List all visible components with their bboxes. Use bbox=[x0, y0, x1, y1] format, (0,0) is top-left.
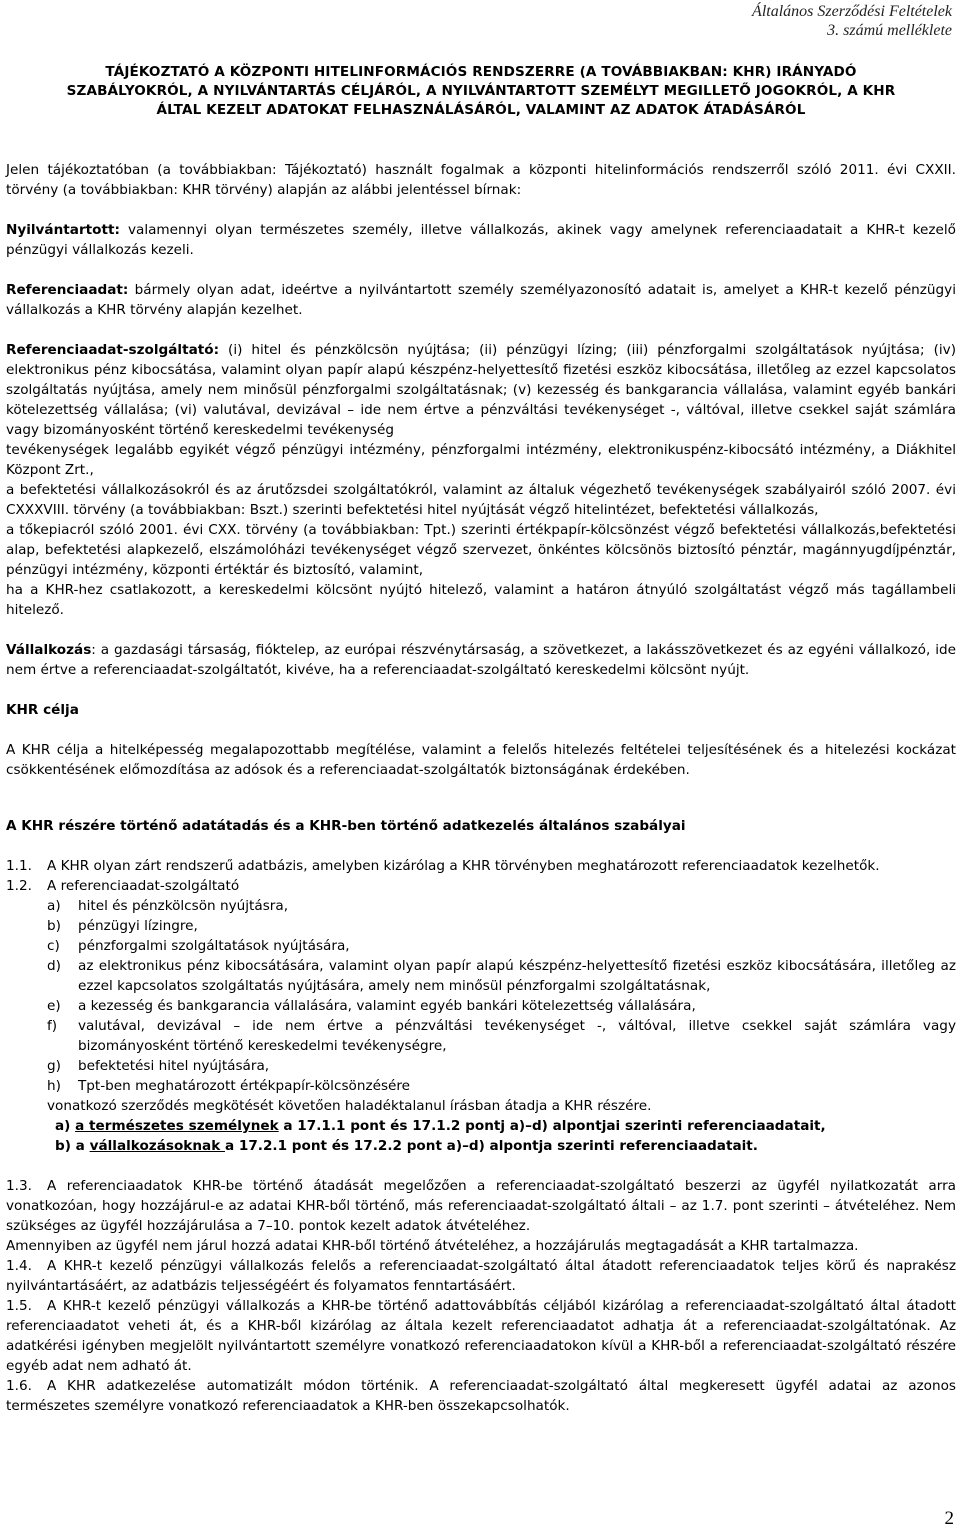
title-line-1: TÁJÉKOZTATÓ A KÖZPONTI HITELINFORMÁCIÓS RENDSZERRE (A TOVÁBBIAKBAN: KHR) IRÁNYADÓ bbox=[105, 64, 857, 80]
definition-nyilvantartott bbox=[6, 220, 956, 260]
clause-number: 1.6. bbox=[6, 1378, 32, 1394]
definition-szolgaltato bbox=[6, 340, 956, 620]
document-body bbox=[6, 160, 956, 1416]
list-item: c) pénzforgalmi szolgáltatások nyújtására, bbox=[47, 938, 350, 954]
clause-1-5 bbox=[6, 1296, 956, 1376]
clause-text: A KHR olyan zárt rendszerű adatbázis, amelyben kizárólag a KHR törvényben meghatározott referenciaadatok kezelhetők. bbox=[47, 858, 880, 874]
clause-1-2-b: b) a vállalkozásoknak a 17.2.1 pont és 17.2.2 pont a)–d) alpontja szerinti referenciaadatait. bbox=[55, 1138, 758, 1154]
definition-text: ha a KHR-hez csatlakozott, a kereskedelmi kölcsönt nyújtó hitelező, valamint a határon átnyúló szolgáltatást végző más tagállambeli hitelező. bbox=[6, 582, 956, 618]
definition-text: a befektetési vállalkozásokról és az árutőzsdei szolgáltatókról, valamint az általuk végezhető tevékenységek szabályairól szóló 2007. évi CXXXVIII. törvény (a továbbiakban: Bszt.) szerinti befektetési hitel nyújtását végző hitelintézet, befektetési vállalkozás, bbox=[6, 482, 956, 518]
header-line-1: Általános Szerződési Feltételek bbox=[752, 3, 952, 20]
intro-paragraph: Jelen tájékoztatóban (a továbbiakban: Tájékoztató) használt fogalmak a központi hitelinformációs rendszerről szóló 2011. évi CXXII. törvény (a továbbiakban: KHR törvény) alapján az alábbi jelentéssel bírnak: bbox=[6, 162, 956, 198]
list-item: a) hitel és pénzkölcsön nyújtásra, bbox=[47, 898, 289, 914]
definition-vallalkozas bbox=[6, 640, 956, 680]
term: Referenciaadat: bbox=[6, 282, 129, 298]
clause-number: 1.5. bbox=[6, 1298, 32, 1314]
khr-cel-heading: KHR célja bbox=[6, 702, 79, 718]
list-item: g) befektetési hitel nyújtására, bbox=[47, 1058, 270, 1074]
clause-1-6 bbox=[6, 1376, 956, 1416]
definition-text: bármely olyan adat, ideértve a nyilvántartott személy személyazonosító adatait is, amelyet a KHR-t kezelő pénzügyi vállalkozás a KHR törvény alapján kezelhet. bbox=[6, 282, 956, 318]
clause-text: A KHR-t kezelő pénzügyi vállalkozás a KHR-be történő adattovábbítás céljából kizárólag a referenciaadat-szolgáltató által átadott referenciaadatot veheti át, és a KHR-ből kizárólag az általa kezelt referenciaadatot adhatja át a referenciaadat-szolgáltatónak. Az adatkérési igényben megjelölt nyilvántartott személyre vonatkozó referenciaadatokon kívül a KHR-ből a referenciaadat-szolgáltató részére egyéb adat nem adható át. bbox=[6, 1298, 956, 1374]
definition-text: tevékenységek legalább egyikét végző pénzügyi intézmény, pénzforgalmi intézmény, elektronikuspénz-kibocsátó intézmény, a Diákhitel Központ Zrt., bbox=[6, 442, 956, 478]
clause-1-2-a: a) a természetes személynek a 17.1.1 pont és 17.1.2 pontj a)–d) alpontjai szerinti referenciaadatait, bbox=[55, 1118, 826, 1134]
definition-referenciaadat bbox=[6, 280, 956, 320]
khr-cel-text: A KHR célja a hitelképesség megalapozottabb megítélése, valamint a felelős hitelezés feltételei teljesítésének és a hitelezési kockázat csökkentésének előmozdítása az adósok és a referenciaadat-szolgáltatók biztonságának érdekében. bbox=[6, 742, 956, 778]
section-heading: A KHR részére történő adatátadás és a KHR-ben történő adatkezelés általános szabályai bbox=[6, 818, 686, 834]
list-item: b) pénzügyi lízingre, bbox=[47, 918, 198, 934]
page-number: 2 bbox=[944, 1508, 954, 1529]
clause-1-3-note: Amennyiben az ügyfél nem járul hozzá adatai KHR-ből történő átvételéhez, a hozzájárulás megtagadását a KHR tartalmazza. bbox=[6, 1238, 859, 1254]
clause-number: 1.4. bbox=[6, 1258, 32, 1274]
clause-1-1 bbox=[6, 856, 956, 876]
clause-1-3 bbox=[6, 1176, 956, 1236]
definition-text: : a gazdasági társaság, fióktelep, az európai részvénytársaság, a szövetkezet, a lakásszövetkezet és az egyéni vállalkozó, ide nem értve a referenciaadat-szolgáltatót, kivéve, ha a referenciaadat-szolgáltató kereskedelmi kölcsönt nyújt. bbox=[6, 642, 956, 678]
document-header bbox=[752, 2, 952, 40]
clause-number: 1.1. bbox=[6, 858, 32, 874]
term: Referenciaadat-szolgáltató: bbox=[6, 342, 220, 358]
document-title bbox=[6, 63, 956, 120]
definition-text: valamennyi olyan természetes személy, illetve vállalkozás, akinek vagy amelynek referenciaadatait a KHR-t kezelő pénzügyi vállalkozás kezeli. bbox=[6, 222, 956, 258]
clause-number: 1.3. bbox=[6, 1178, 32, 1194]
list-item: h) Tpt-ben meghatározott értékpapír-kölcsönzésére bbox=[47, 1078, 411, 1094]
clause-1-2-closing: vonatkozó szerződés megkötését követően haladéktalanul írásban átadja a KHR részére. bbox=[47, 1098, 652, 1114]
clause-text: A referenciaadat-szolgáltató bbox=[47, 878, 240, 894]
clause-1-4 bbox=[6, 1256, 956, 1296]
clause-text: A referenciaadatok KHR-be történő átadását megelőzően a referenciaadat-szolgáltató beszerzi az ügyfél nyilatkozatát arra vonatkozóan, hogy hozzájárul-e az adatai KHR-ből történő, más referenciaadat-szolgáltató általi – az 1.7. pont szerinti – átvételéhez. Nem szükséges az ügyfél hozzájárulása a 7–10. pontok kezelt adatok átvételéhez. bbox=[6, 1178, 956, 1234]
header-line-2: 3. számú melléklete bbox=[827, 22, 952, 39]
title-line-3: ÁLTAL KEZELT ADATOKAT FELHASZNÁLÁSÁRÓL, VALAMINT AZ ADATOK ÁTADÁSÁRÓL bbox=[156, 102, 806, 118]
term: Nyilvántartott: bbox=[6, 222, 120, 238]
list-item: e) a kezesség és bankgarancia vállalására, valamint egyéb bankári kötelezettség vállalására, bbox=[47, 998, 696, 1014]
title-line-2: SZABÁLYOKRÓL, A NYILVÁNTARTÁS CÉLJÁRÓL, A NYILVÁNTARTOTT SZEMÉLYT MEGILLETŐ JOGOKRÓL, A KHR bbox=[66, 83, 896, 99]
clause-text: A KHR adatkezelése automatizált módon történik. A referenciaadat-szolgáltató által megkeresett ügyfél adatai az azonos természetes személyre vonatkozó referenciaadatok a KHR-ben összekapcsolhatók. bbox=[6, 1378, 956, 1414]
clause-1-2 bbox=[6, 876, 956, 896]
definition-text: (i) hitel és pénzkölcsön nyújtása; (ii) pénzügyi lízing; (iii) pénzforgalmi szolgáltatások nyújtása; (iv) elektronikus pénz kibocsátása, valamint olyan papír alapú készpénz-helyettesítő fizetési eszköz kibocsátása, illetőleg az ezzel kapcsolatos szolgáltatás nyújtása, amely nem minősül pénzforgalmi szolgáltatásnak; (v) kezesség és bankgarancia vállalása, valamint egyéb bankári kötelezettség vállalása; (vi) valutával, devizával – ide nem értve a pénzváltási tevékenységet -, váltóval, illetve csekkel saját számlára vagy bizományosként történő kereskedelmi tevékenység bbox=[6, 342, 956, 438]
definition-text: a tőkepiacról szóló 2001. évi CXX. törvény (a továbbiakban: Tpt.) szerinti értékpapír-kölcsönzést végző befektetési vállalkozás,befektetési alap, befektetési alapkezelő, elszámolóházi tevékenységet végző szervezet, önkéntes kölcsönös biztosító pénztár, magánnyugdíjpénztár, pénzügyi intézmény, központi értéktár és biztosító, valamint, bbox=[6, 522, 956, 578]
clause-1-2-list bbox=[6, 896, 956, 1096]
term: Vállalkozás bbox=[6, 642, 92, 658]
list-item: f) valutával, devizával – ide nem értve a pénzváltási tevékenységet -, váltóval, illetve csekkel saját számlára vagy bizományosként történő kereskedelmi tevékenységre, bbox=[47, 1018, 956, 1054]
clause-number: 1.2. bbox=[6, 878, 32, 894]
clause-text: A KHR-t kezelő pénzügyi vállalkozás felelős a referenciaadat-szolgáltató által átadott referenciaadatok teljes körű és naprakész nyilvántartásáért, az adatbázis teljességéért és folyamatos fenntartásáért. bbox=[6, 1258, 956, 1294]
list-item: d) az elektronikus pénz kibocsátására, valamint olyan papír alapú készpénz-helyettesítő fizetési eszköz kibocsátására, illetőleg az ezzel kapcsolatos szolgáltatás nyújtására, amely nem minősül pénzforgalmi szolgáltatásnak, bbox=[47, 958, 956, 994]
